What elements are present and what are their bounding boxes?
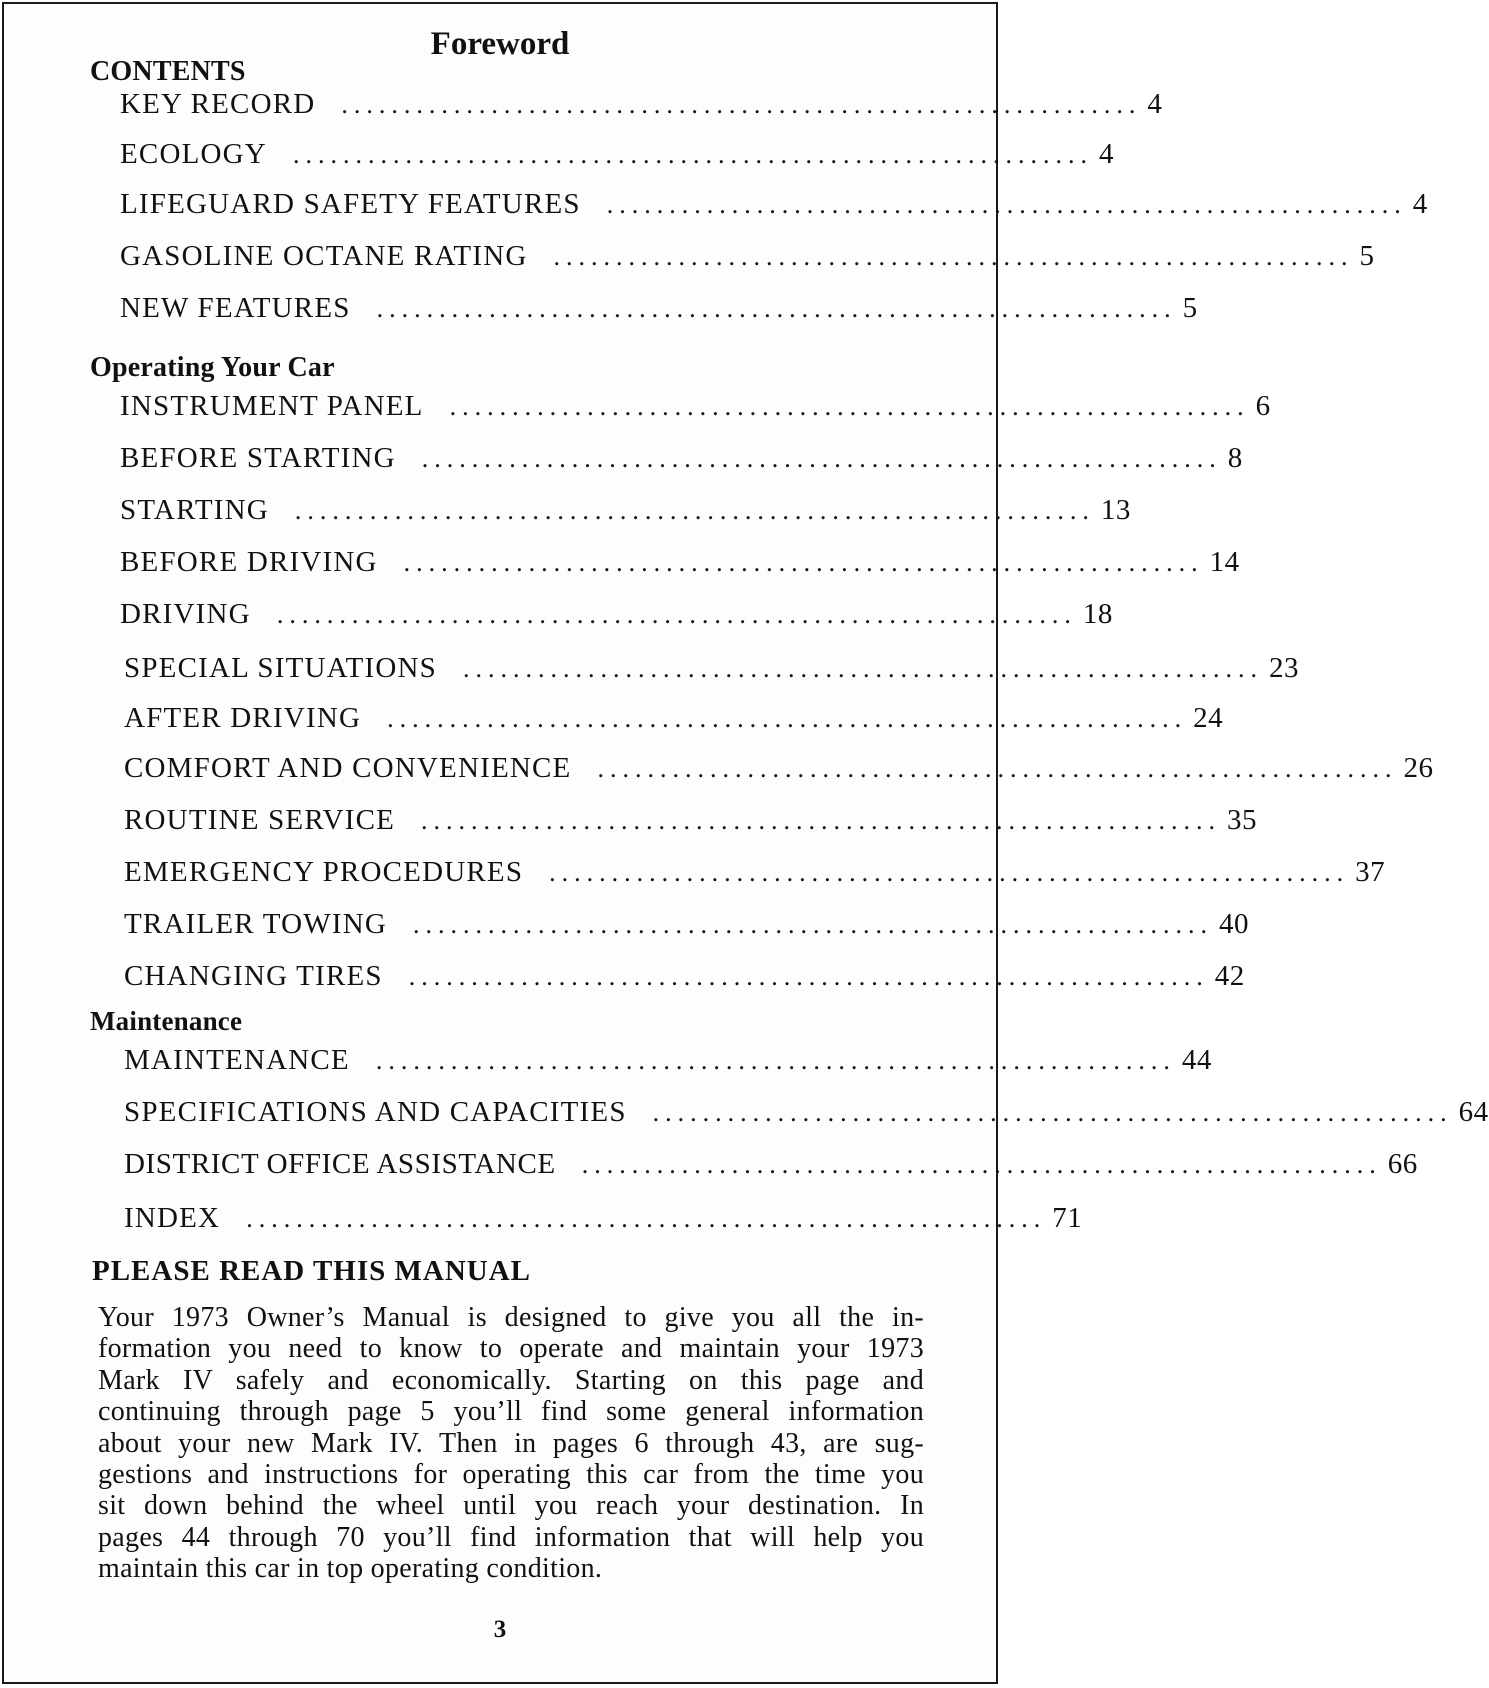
paragraph-line: Your 1973 Owner’s Manual is designed to give you all the in- [98,1302,924,1333]
page-title: Foreword [430,26,570,62]
toc-entry-title: AFTER DRIVING [124,702,362,734]
toc-entry-title: STARTING [120,494,269,526]
notice-heading: PLEASE READ THIS MANUAL [92,1255,532,1287]
toc-entry-page: 37 [1355,856,1386,888]
contents-heading: CONTENTS [90,56,246,87]
toc-entry-comfort-and-convenience[interactable] [124,752,1434,792]
toc-entry-instrument-panel[interactable] [120,390,1271,430]
toc-entry-title: DRIVING [120,598,251,630]
leader-dots: ................................................................ [652,1098,1453,1127]
toc-entry-title: SPECIAL SITUATIONS [124,652,437,684]
toc-entry-before-starting[interactable] [120,442,1243,482]
paragraph-line: Mark IV safely and economically. Starting on this page and [98,1364,924,1396]
toc-entry-title: GASOLINE OCTANE RATING [120,240,528,272]
toc-entry-key-record[interactable] [120,88,1163,128]
paragraph-line: formation you need to know to operate and maintain your 1973 [98,1333,924,1365]
leader-dots: ................................................................ [549,858,1350,887]
toc-entry-ecology[interactable] [120,138,1114,178]
toc-entry-page: 14 [1209,546,1240,578]
paragraph-line: continuing through page 5 you’ll find some general information [98,1396,924,1428]
leader-dots: ................................................................ [341,90,1142,119]
toc-entry-title: ROUTINE SERVICE [124,804,396,836]
toc-entry-lifeguard-safety-features[interactable] [120,188,1428,228]
toc-entry-page: 64 [1458,1096,1489,1128]
toc-entry-new-features[interactable] [120,292,1198,332]
toc-entry-after-driving[interactable] [124,702,1224,742]
toc-entry-page: 5 [1182,292,1198,324]
toc-entry-title: KEY RECORD [120,88,316,120]
toc-entry-page: 6 [1255,390,1271,422]
toc-entry-page: 66 [1387,1148,1418,1180]
toc-entry-page: 71 [1052,1202,1083,1234]
toc-entry-page: 4 [1147,88,1163,120]
toc-entry-page: 42 [1214,960,1245,992]
toc-entry-page: 40 [1219,908,1250,940]
leader-dots: ................................................................ [449,392,1250,421]
toc-entry-page: 35 [1227,804,1258,836]
toc-entry-before-driving[interactable] [120,546,1240,586]
toc-entry-page: 4 [1412,188,1428,220]
toc-entry-title: INDEX [124,1202,221,1234]
toc-entry-title: BEFORE STARTING [120,442,396,474]
toc-entry-district-office-assistance[interactable] [124,1148,1418,1188]
toc-entry-title: SPECIFICATIONS AND CAPACITIES [124,1096,627,1128]
toc-entry-page: 18 [1082,598,1113,630]
toc-entry-title: LIFEGUARD SAFETY FEATURES [120,188,581,220]
toc-entry-emergency-procedures[interactable] [124,856,1386,896]
paragraph-line: about your new Mark IV. Then in pages 6 through 43, are sug- [98,1427,924,1459]
toc-entry-page: 44 [1181,1044,1212,1076]
toc-entry-routine-service[interactable] [124,804,1258,844]
toc-entry-index[interactable] [124,1202,1083,1242]
toc-entry-page: 26 [1403,752,1434,784]
toc-entry-title: COMFORT AND CONVENIENCE [124,752,572,784]
toc-entry-changing-tires[interactable] [124,960,1245,1000]
toc-entry-title: CHANGING TIRES [124,960,383,992]
paragraph-line: pages 44 through 70 you’ll find information that will help you [98,1521,924,1553]
leader-dots: ................................................................ [421,806,1222,835]
toc-entry-page: 24 [1193,702,1224,734]
operating-heading: Operating Your Car [90,352,335,383]
leader-dots: ................................................................ [581,1150,1382,1179]
toc-entry-title: BEFORE DRIVING [120,546,378,578]
toc-entry-starting[interactable] [120,494,1131,534]
toc-entry-title: DISTRICT OFFICE ASSISTANCE [124,1148,556,1180]
paragraph-line: sit down behind the wheel until you reach your destination. In [98,1490,924,1522]
leader-dots: ................................................................ [462,654,1263,683]
toc-entry-specifications-and-capacities[interactable] [124,1096,1489,1136]
toc-entry-page: 8 [1227,442,1243,474]
leader-dots: ................................................................ [246,1204,1047,1233]
toc-entry-maintenance[interactable] [124,1044,1212,1084]
toc-entry-title: EMERGENCY PROCEDURES [124,856,524,888]
toc-entry-page: 13 [1100,494,1131,526]
manual-page [2,2,1489,1684]
leader-dots: ................................................................ [387,704,1188,733]
page-number: 3 [493,1616,507,1643]
leader-dots: ................................................................ [421,444,1222,473]
toc-entry-title: TRAILER TOWING [124,908,388,940]
toc-entry-title: INSTRUMENT PANEL [120,390,424,422]
notice-paragraph [98,1302,924,1585]
maintenance-heading: Maintenance [90,1006,243,1036]
leader-dots: ................................................................ [606,190,1407,219]
toc-entry-page: 4 [1098,138,1114,170]
toc-entry-gasoline-octane-rating[interactable] [120,240,1375,280]
paragraph-line: maintain this car in top operating condition. [98,1553,603,1585]
toc-entry-trailer-towing[interactable] [124,908,1250,948]
leader-dots: ................................................................ [294,496,1095,525]
toc-entry-special-situations[interactable] [124,652,1299,692]
toc-entry-title: MAINTENANCE [124,1044,350,1076]
toc-entry-page: 5 [1359,240,1375,272]
leader-dots: ................................................................ [403,548,1204,577]
leader-dots: ................................................................ [413,910,1214,939]
toc-entry-title: NEW FEATURES [120,292,351,324]
leader-dots: ................................................................ [376,294,1177,323]
leader-dots: ................................................................ [553,242,1354,271]
paragraph-line: gestions and instructions for operating this car from the time you [98,1458,924,1490]
toc-entry-page: 23 [1268,652,1299,684]
leader-dots: ................................................................ [597,754,1398,783]
leader-dots: ................................................................ [292,140,1093,169]
leader-dots: ................................................................ [408,962,1209,991]
leader-dots: ................................................................ [276,600,1077,629]
toc-entry-driving[interactable] [120,598,1113,638]
leader-dots: ................................................................ [375,1046,1176,1075]
toc-entry-title: ECOLOGY [120,138,267,170]
